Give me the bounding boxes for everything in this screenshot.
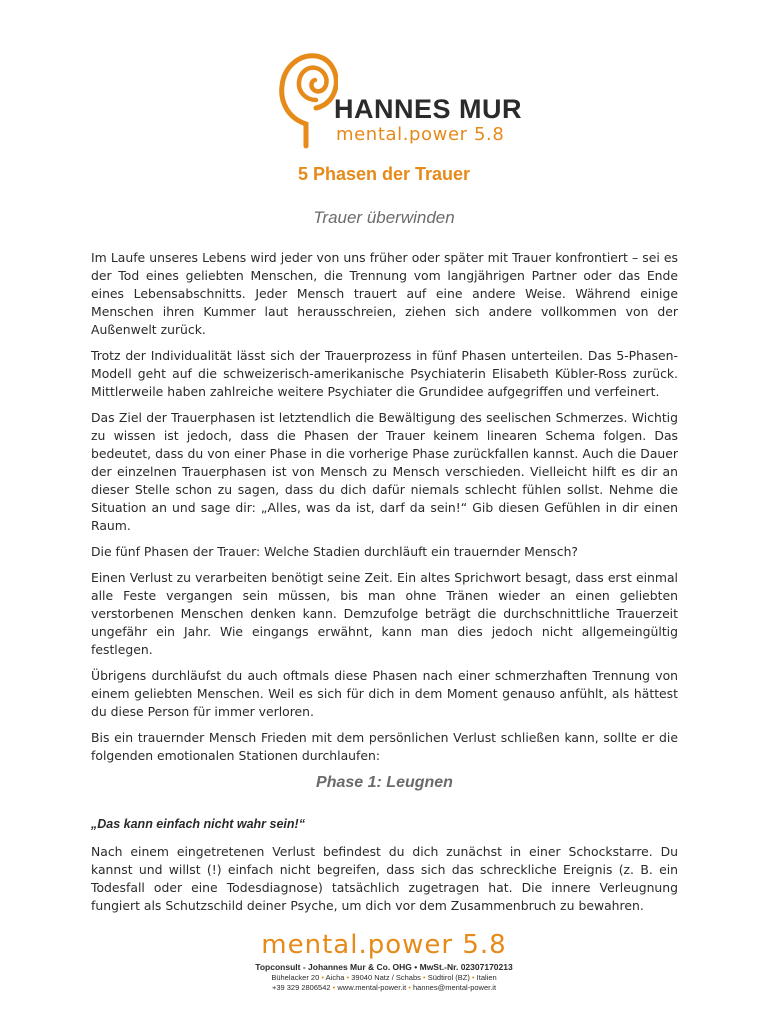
- separator: •: [321, 973, 324, 982]
- address-zip: 39040 Natz / Schabs: [351, 973, 421, 982]
- address-region: Südtirol (BZ): [427, 973, 470, 982]
- address-street: Bühelacker 20: [271, 973, 320, 982]
- document-body: [91, 249, 678, 923]
- separator: •: [423, 973, 426, 982]
- brand-name: HANNES MUR: [334, 94, 523, 124]
- footer-email-link[interactable]: hannes@mental-power.it: [412, 983, 497, 992]
- footer-brand: mental.power 5.8: [261, 930, 507, 960]
- paragraph: Trotz der Individualität lässt sich der Trauerprozess in fünf Phasen unterteilen. Das 5-Phasen-Modell geht auf die schweizerisch-amerikanische Psychiaterin Elisabeth Kübler-Ross zurück. Mittlerweile haben zahlreiche weitere Psychiater die Grundidee aufgegriffen und verfeinert.: [91, 348, 678, 399]
- phase-heading: Phase 1: Leugnen: [316, 774, 453, 791]
- footer-address: [0, 973, 768, 983]
- footer-phone: +39 329 2806542: [271, 983, 331, 992]
- footer-company: Topconsult - Johannes Mur & Co. OHG • MwSt.-Nr. 02307170213: [255, 962, 513, 972]
- page-footer: [0, 928, 768, 993]
- brand-tagline: mental.power 5.8: [336, 124, 505, 145]
- spiral-head-icon: [278, 50, 338, 150]
- paragraph: Die fünf Phasen der Trauer: Welche Stadien durchläuft ein trauernder Mensch?: [91, 544, 579, 559]
- address-country: Italien: [476, 973, 497, 982]
- brand-logo: [278, 50, 523, 150]
- document-subtitle: Trauer überwinden: [313, 208, 455, 227]
- separator: •: [332, 983, 336, 992]
- paragraph: Im Laufe unseres Lebens wird jeder von uns früher oder später mit Trauer konfrontiert – sei es der Tod eines geliebten Menschen, die Trennung vom langjährigen Partner oder das Ende eines Lebensabschnitts. Jeder Mensch trauert auf eine andere Weise. Während einige Menschen ihren Kummer laut herausschreien, ziehen sich andere vollkommen von der Außenwelt zurück.: [91, 250, 678, 337]
- separator: •: [346, 973, 350, 982]
- paragraph: Das Ziel der Trauerphasen ist letztendlich die Bewältigung des seelischen Schmerzes. Wichtig zu wissen ist jedoch, dass die Phasen der Trauer keinem linearen Schema folgen. Das bedeutet, dass du von einer Phase in die vorherige Phase zurückfallen kannst. Auch die Dauer der einzelnen Trauerphasen ist von Mensch zu Mensch verschieden. Vielleicht hilft es dir an dieser Stelle schon zu sagen, dass du dich dafür niemals schlecht fühlen sollst. Nehme die Situation an und sage dir: „Alles, was da ist, darf da sein!“ Gib diesen Gefühlen in dir einen Raum.: [91, 410, 678, 533]
- phase-quote: „Das kann einfach nicht wahr sein!“: [91, 817, 305, 831]
- separator: •: [408, 983, 411, 992]
- paragraph: Nach einem eingetretenen Verlust befindest du dich zunächst in einer Schockstarre. Du kannst und willst (!) einfach nicht begreifen, dass sich das schreckliche Ereignis (z. B. ein Todesfall oder eine Todesdiagnose) tatsächlich zugetragen hat. Die innere Verleugnung fungiert als Schutzschild deiner Psyche, um dich vor dem Zusammenbruch zu bewahren.: [91, 844, 678, 913]
- paragraph: Einen Verlust zu verarbeiten benötigt seine Zeit. Ein altes Sprichwort besagt, dass erst einmal alle Feste vergangen sein müssen, bis man ohne Tränen wieder an einen geliebten verstorbenen Menschen denken kann. Demzufolge beträgt die durchschnittliche Trauerzeit ungefähr ein Jahr. Wie eingangs erwähnt, kann man dies jedoch nicht allgemeingültig festlegen.: [91, 570, 678, 657]
- footer-website-link[interactable]: www.mental-power.it: [337, 983, 407, 992]
- footer-contact: [0, 983, 768, 993]
- document-title: 5 Phasen der Trauer: [297, 164, 471, 184]
- paragraph: Bis ein trauernder Mensch Frieden mit dem persönlichen Verlust schließen kann, sollte er die folgenden emotionalen Stationen durchlaufen:: [91, 730, 678, 763]
- paragraph: Übrigens durchläufst du auch oftmals diese Phasen nach einer schmerzhaften Trennung von einem geliebten Menschen. Weil es sich für dich in dem Moment genauso anfühlt, als hättest du diese Person für immer verloren.: [91, 668, 678, 719]
- separator: •: [471, 973, 475, 982]
- address-town: Aicha: [325, 973, 345, 982]
